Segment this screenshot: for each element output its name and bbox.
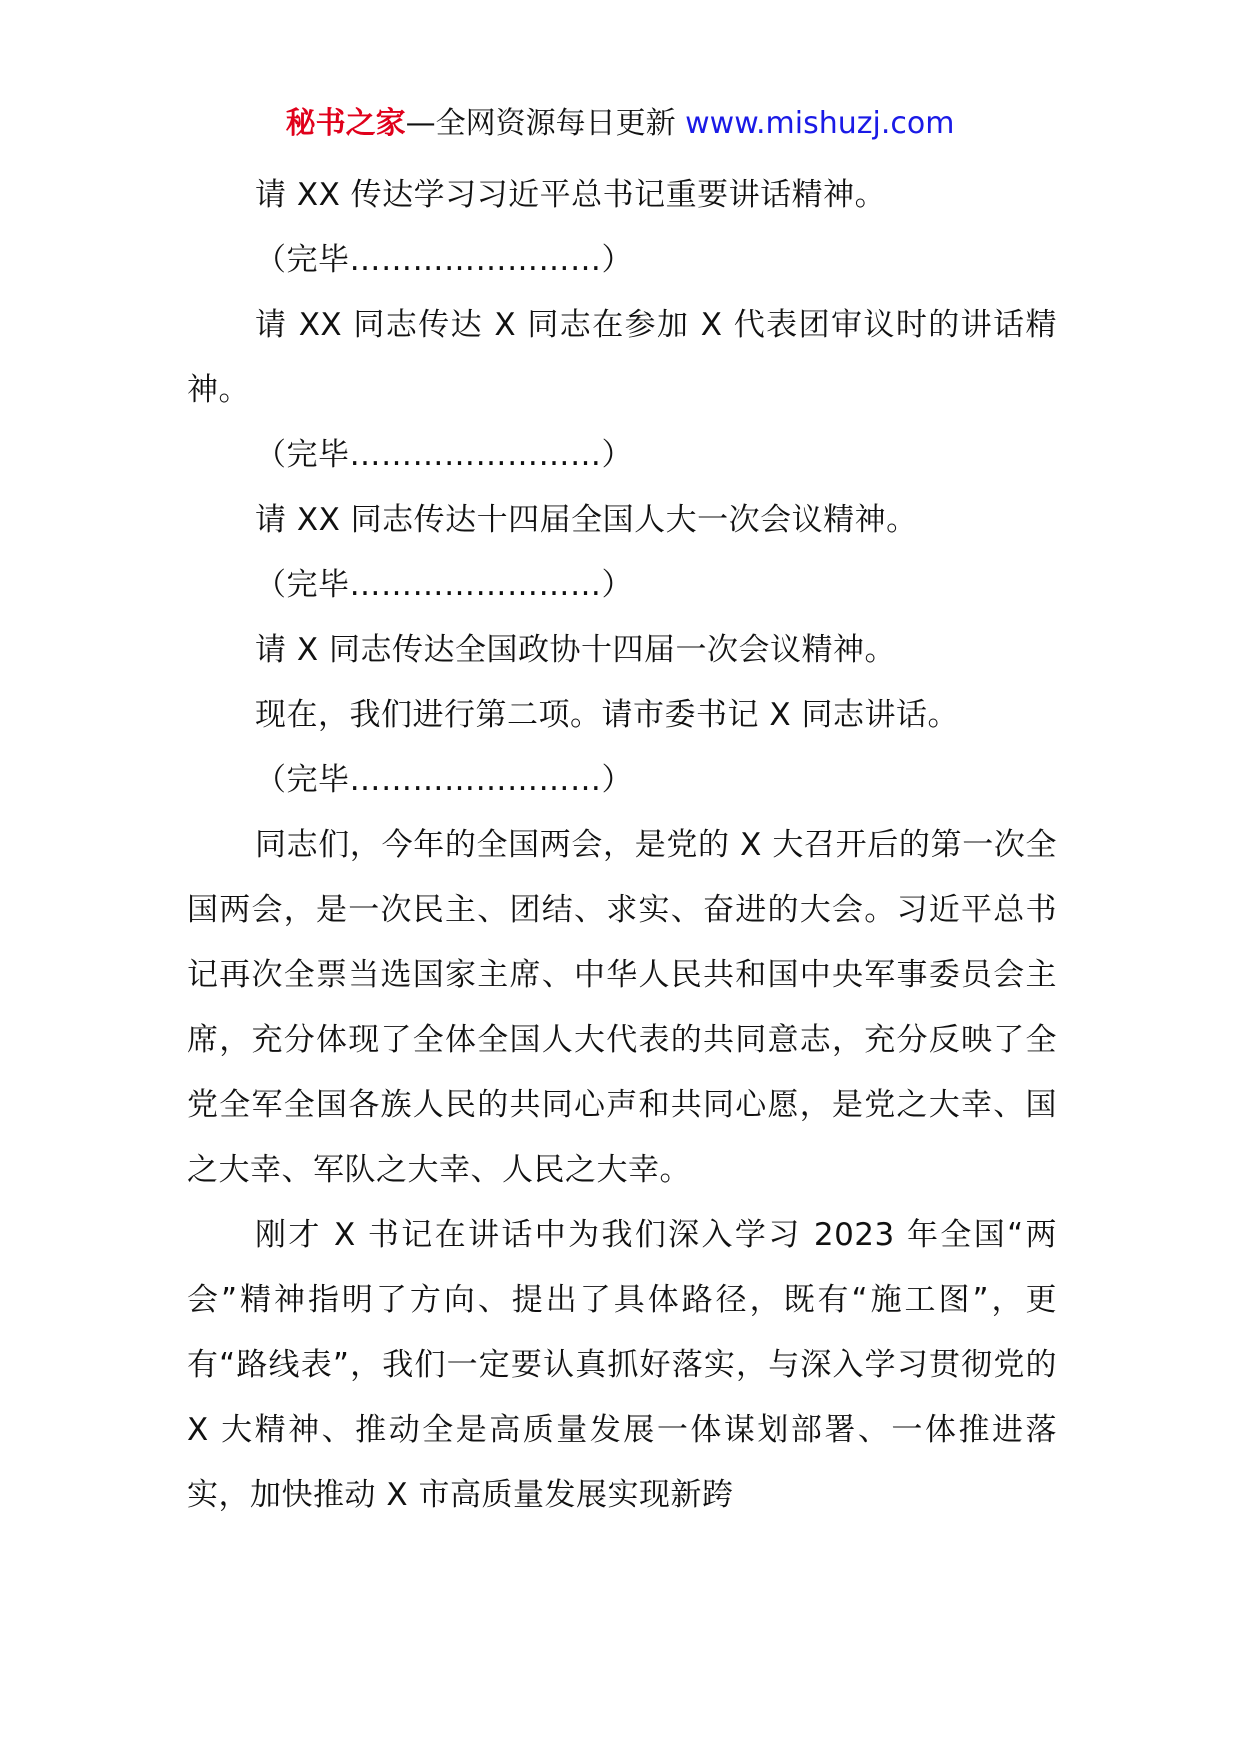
paragraph: 请 XX 同志传达 X 同志在参加 X 代表团审议时的讲话精神。 bbox=[187, 307, 1057, 408]
website-url[interactable]: www.mishuzj.com bbox=[685, 106, 955, 141]
document-body bbox=[187, 163, 1057, 1528]
completion-note: （完毕……………………） bbox=[255, 242, 633, 278]
page-header bbox=[0, 104, 1240, 144]
paragraph: 请 X 同志传达全国政协十四届一次会议精神。 bbox=[255, 632, 896, 668]
paragraph: 请 XX 同志传达十四届全国人大一次会议精神。 bbox=[255, 502, 918, 538]
paragraph: 现在，我们进行第二项。请市委书记 X 同志讲话。 bbox=[255, 697, 959, 733]
completion-note: （完毕……………………） bbox=[255, 567, 633, 603]
paragraph: 刚才 X 书记在讲话中为我们深入学习 2023 年全国“两会”精神指明了方向、提出了具体路径，既有“施工图”，更有“路线表”，我们一定要认真抓好落实，与深入学习贯彻党的 X 大精神、推动全是高质量发展一体谋划部署、一体推进落实，加快推动 X 市高质量发展实现新跨 bbox=[187, 1217, 1057, 1513]
header-slogan: —全网资源每日更新 bbox=[405, 106, 686, 141]
brand-name: 秘书之家 bbox=[285, 106, 406, 141]
paragraph: 同志们，今年的全国两会，是党的 X 大召开后的第一次全国两会，是一次民主、团结、求实、奋进的大会。习近平总书记再次全票当选国家主席、中华人民共和国中央军事委员会主席，充分体现了全体全国人大代表的共同意志，充分反映了全党全军全国各族人民的共同心声和共同心愿，是党之大幸、国之大幸、军队之大幸、人民之大幸。 bbox=[187, 827, 1057, 1188]
completion-note: （完毕……………………） bbox=[255, 762, 633, 798]
paragraph: 请 XX 传达学习习近平总书记重要讲话精神。 bbox=[255, 177, 887, 213]
completion-note: （完毕……………………） bbox=[255, 437, 633, 473]
